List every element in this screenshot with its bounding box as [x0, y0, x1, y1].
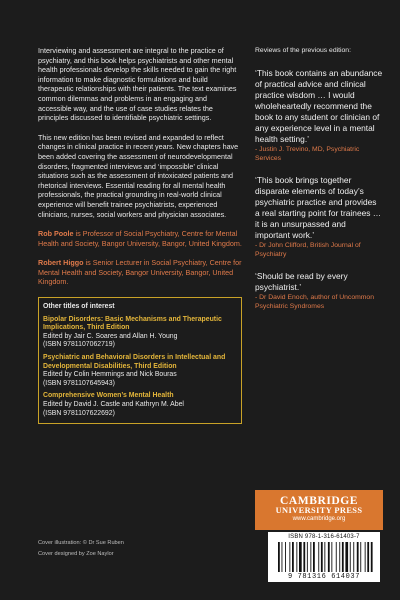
- other-title-isbn: (ISBN 9781107062719): [43, 341, 115, 349]
- review-quote: ‘Should be read by every psychiatrist.’: [255, 271, 348, 292]
- other-title-isbn: (ISBN 9781107645943): [43, 379, 115, 387]
- review-item: [255, 68, 383, 163]
- author-name: Robert Higgo: [38, 258, 84, 268]
- other-title-name: Comprehensive Women’s Mental Health: [43, 392, 174, 400]
- other-title-item: [43, 354, 237, 388]
- publisher-logo-block: [255, 490, 383, 530]
- other-title-name: Psychiatric and Behavioral Disorders in Intellectual and Developmental Disabilities, Third Edition: [43, 354, 226, 370]
- isbn-text: ISBN 978-1-316-61403-7: [288, 534, 360, 540]
- review-quote: ‘This book brings together disparate elements of today’s psychiatric practice and provides a real starting point for trainees … it is an unsurpassed and important work.’: [255, 175, 382, 240]
- other-title-item: [43, 316, 237, 350]
- review-source: - Dr David Enoch, author of Uncommon Psychiatric Syndromes: [255, 294, 374, 310]
- author-bio-higgo: [38, 258, 242, 287]
- review-item: [255, 175, 383, 259]
- author-bio-poole: [38, 229, 242, 248]
- barcode-bars: [278, 542, 374, 572]
- review-item: [255, 271, 383, 311]
- other-title-isbn: (ISBN 9781107622692): [43, 409, 115, 417]
- review-source: - Dr John Clifford, British Journal of Psychiatry: [255, 242, 361, 258]
- author-bio-text: is Senior Lecturer in Social Psychiatry, Centre for Mental Health and Society, Bangor University, Bangor, United Kingdom.: [38, 258, 242, 287]
- other-titles-heading: Other titles of interest: [43, 303, 115, 311]
- back-cover-left-column: [38, 46, 242, 424]
- other-title-editors: Edited by Colin Hemmings and Nick Bouras: [43, 371, 177, 379]
- reviews-heading: Reviews of the previous edition:: [255, 47, 351, 54]
- reviews-column: [255, 46, 383, 323]
- other-title-editors: Edited by Jair C. Soares and Allan H. Young: [43, 332, 178, 340]
- barcode-digits: 9 781316 614037: [287, 573, 360, 581]
- author-name: Rob Poole: [38, 229, 74, 239]
- cover-illustration-credit: Cover illustration: © Dr Sue Ruben: [38, 540, 124, 546]
- description-paragraph-1: Interviewing and assessment are integral to the practice of psychiatry, and this book helps psychiatrists and other mental health professionals develop the skills needed to gain the right information to make diagnostic formulations and build therapeutic relationships with their patients. The text examines common dilemmas and problems in an engaging and accessible way, and the use of case studies relates the principles discussed to identifiable psychiatric settings.: [38, 46, 237, 123]
- other-title-item: [43, 392, 237, 418]
- other-titles-box: [38, 297, 242, 424]
- review-source: - Justin J. Trevino, MD, Psychiatric Services: [255, 146, 360, 162]
- cover-credits: [38, 538, 124, 560]
- other-title-editors: Edited by David J. Castle and Kathryn M. Abel: [43, 401, 184, 408]
- author-bio-text: is Professor of Social Psychiatry, Centre for Mental Health and Society, Bangor University, Bangor, United Kingdom.: [38, 229, 242, 248]
- publisher-press: UNIVERSITY PRESS: [275, 506, 363, 515]
- review-quote: ‘This book contains an abundance of practical advice and clinical practice wisdom … I would wholeheartedly recommend the book to any student or clinician of any experience level in a mental health setting.’: [255, 68, 383, 144]
- cover-design-credit: Cover designed by Zoe Naylor: [38, 551, 114, 557]
- description-paragraph-2: This new edition has been revised and expanded to reflect changes in clinical practice in recent years. New chapters have been added covering the assessment of neurodevelopmental disorders, fragmented interviews and ‘impossible’ clinical situations such as the assessment of intoxicated patients and rhetorical interviews. Essential reading for all mental health professionals, the practical grounding in real-world clinical experience will benefit trainee psychiatrists, experienced clinicians, nurses, social workers and physician associates.: [38, 132, 239, 219]
- isbn-barcode: [268, 532, 380, 582]
- publisher-name: CAMBRIDGE: [280, 494, 358, 507]
- publisher-url: www.cambridge.org: [292, 516, 346, 522]
- other-title-name: Bipolar Disorders: Basic Mechanisms and Therapeutic Implications, Third Edition: [43, 315, 222, 332]
